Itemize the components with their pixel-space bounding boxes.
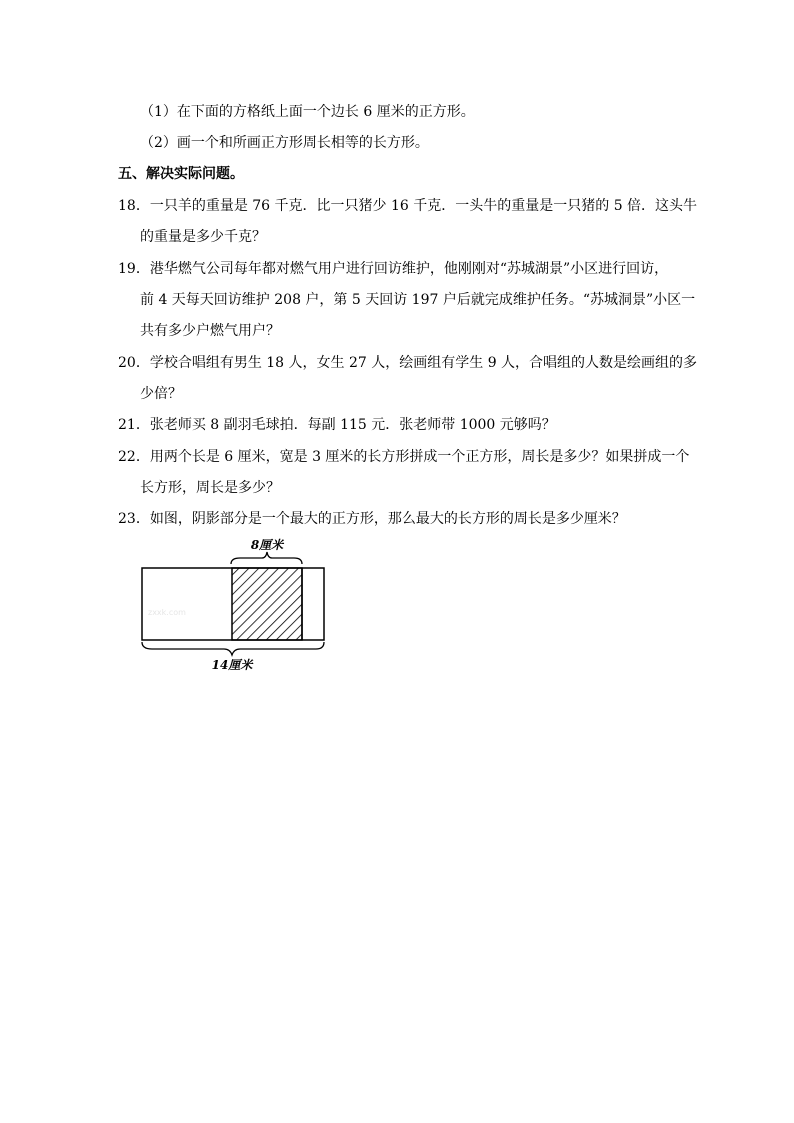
question-18-cont: 的重量是多少千克？ <box>140 229 266 245</box>
question-22: 22．用两个长是 6 厘米，宽是 3 厘米的长方形拼成一个正方形，周长是多少？如果拼成一个 <box>118 449 690 465</box>
rectangle-figure <box>130 538 340 678</box>
question-18: 18．一只羊的重量是 76 千克．比一只猪少 16 千克．一头牛的重量是一只猪的 5 倍．这头牛 <box>118 198 698 214</box>
question-20: 20．学校合唱组有男生 18 人，女生 27 人，绘画组有学生 9 人，合唱组的人数是绘画组的多 <box>118 355 698 371</box>
question-19: 19．港华燃气公司每年都对燃气用户进行回访维护，他刚刚对“苏城湖景”小区进行回访， <box>118 261 669 277</box>
bottom-label: 14厘米 <box>211 658 253 672</box>
top-brace <box>231 552 302 564</box>
line-2: （2）画一个和所画正方形周长相等的长方形。 <box>140 135 429 151</box>
section-heading: 五、解决实际问题。 <box>118 166 244 182</box>
question-19-cont2: 共有多少户燃气用户？ <box>140 323 280 339</box>
question-22-cont: 长方形，周长是多少？ <box>140 480 280 496</box>
top-label: 8厘米 <box>250 538 284 552</box>
question-23: 23．如图，阴影部分是一个最大的正方形，那么最大的长方形的周长是多少厘米？ <box>118 511 626 527</box>
question-19-cont1: 前 4 天每天回访维护 208 户，第 5 天回访 197 户后就完成维护任务。“苏城洞景”小区一 <box>140 292 696 308</box>
question-21: 21．张老师买 8 副羽毛球拍．每副 115 元．张老师带 1000 元够吗？ <box>118 417 556 433</box>
question-20-cont: 少倍？ <box>140 386 182 402</box>
watermark: zxxk.com <box>148 608 186 617</box>
bottom-brace <box>142 642 324 655</box>
line-1: （1）在下面的方格纸上面一个边长 6 厘米的正方形。 <box>140 104 475 120</box>
shaded-square <box>232 568 302 640</box>
